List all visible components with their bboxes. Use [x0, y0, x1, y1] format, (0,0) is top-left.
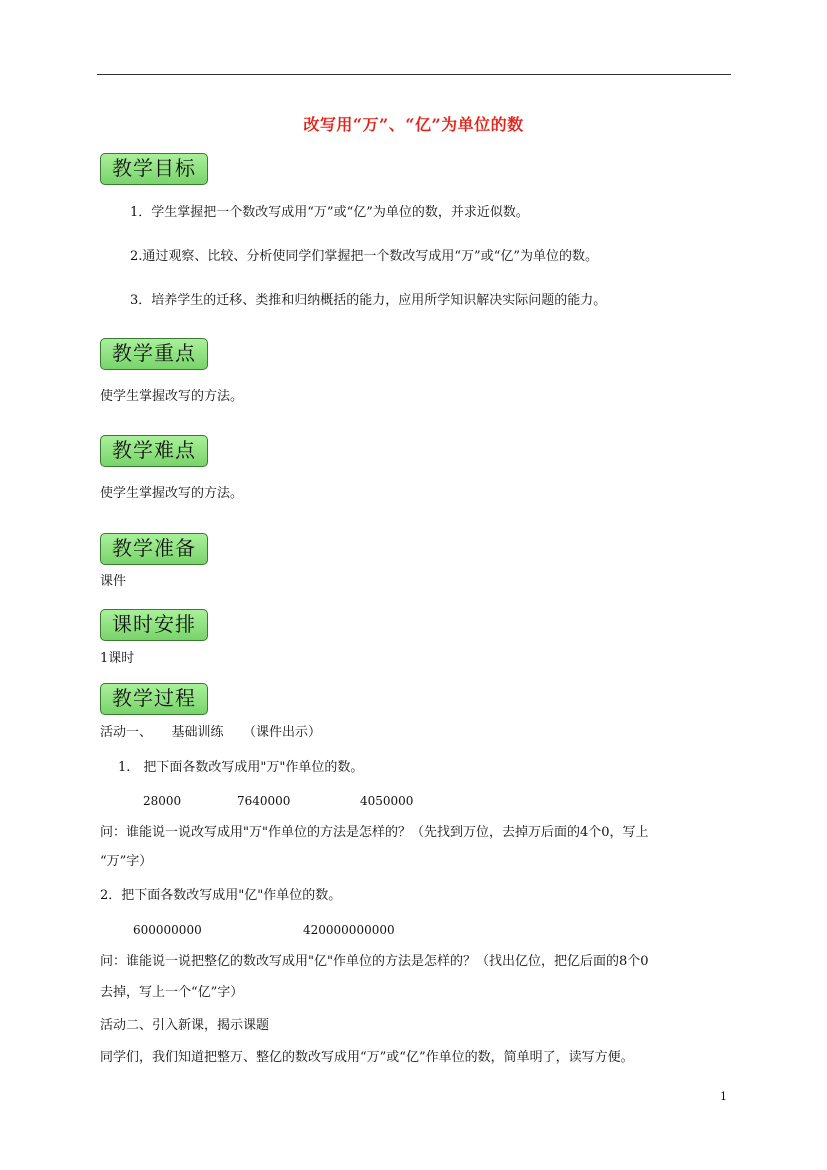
section-schedule-heading: 课时安排 — [100, 609, 208, 641]
page-title: 改写用“万”、“亿”为单位的数 — [303, 115, 524, 134]
key-points-text: 使学生掌握改写的方法。 — [100, 389, 244, 404]
number-item: 4050000 — [360, 794, 414, 808]
objective-item: 2.通过观察、比较、分析使同学们掌握把一个数改写成用“万”或“亿”为单位的数。 — [130, 249, 598, 264]
number-item: 7640000 — [237, 794, 291, 808]
section-difficulties-heading: 教学难点 — [100, 435, 208, 467]
question-one-ask-cont: “万”字） — [100, 854, 153, 869]
difficulties-text: 使学生掌握改写的方法。 — [100, 486, 244, 501]
activity-two-heading: 活动二、引入新课，揭示课题 — [100, 1018, 270, 1033]
question-two: 2．把下面各数改写成用"亿"作单位的数。 — [100, 888, 342, 903]
header-rule — [97, 74, 731, 75]
preparation-text: 课件 — [100, 574, 127, 589]
section-objectives-heading: 教学目标 — [100, 153, 208, 185]
question-one: 1. 把下面各数改写成用"万"作单位的数。 — [118, 760, 364, 775]
number-item: 600000000 — [133, 923, 202, 937]
page-number: 1 — [720, 1090, 727, 1103]
number-item: 28000 — [143, 794, 182, 808]
schedule-text: 1课时 — [100, 651, 135, 666]
number-item: 420000000000 — [303, 923, 395, 937]
question-one-ask: 问：谁能说一说改写成用"万"作单位的方法是怎样的？（先找到万位，去掉万后面的4个0，写上 — [100, 825, 649, 840]
question-two-ask: 问：谁能说一说把整亿的数改写成用"亿"作单位的方法是怎样的？（找出亿位，把亿后面的8个0 — [100, 954, 649, 969]
section-preparation-heading: 教学准备 — [100, 533, 208, 565]
question-two-ask-cont: 去掉，写上一个“亿”字） — [100, 985, 244, 1000]
objective-item: 1．学生掌握把一个数改写成用“万”或“亿”为单位的数，并求近似数。 — [130, 205, 529, 220]
intro-paragraph: 同学们，我们知道把整万、整亿的数改写成用“万”或“亿”作单位的数，简单明了，读写方便。 — [100, 1050, 634, 1065]
activity-one-heading: 活动一、 基础训练 （课件出示） — [100, 725, 322, 740]
section-process-heading: 教学过程 — [100, 683, 208, 715]
objective-item: 3．培养学生的迁移、类推和归纳概括的能力，应用所学知识解决实际问题的能力。 — [130, 293, 607, 308]
section-key-points-heading: 教学重点 — [100, 338, 208, 370]
